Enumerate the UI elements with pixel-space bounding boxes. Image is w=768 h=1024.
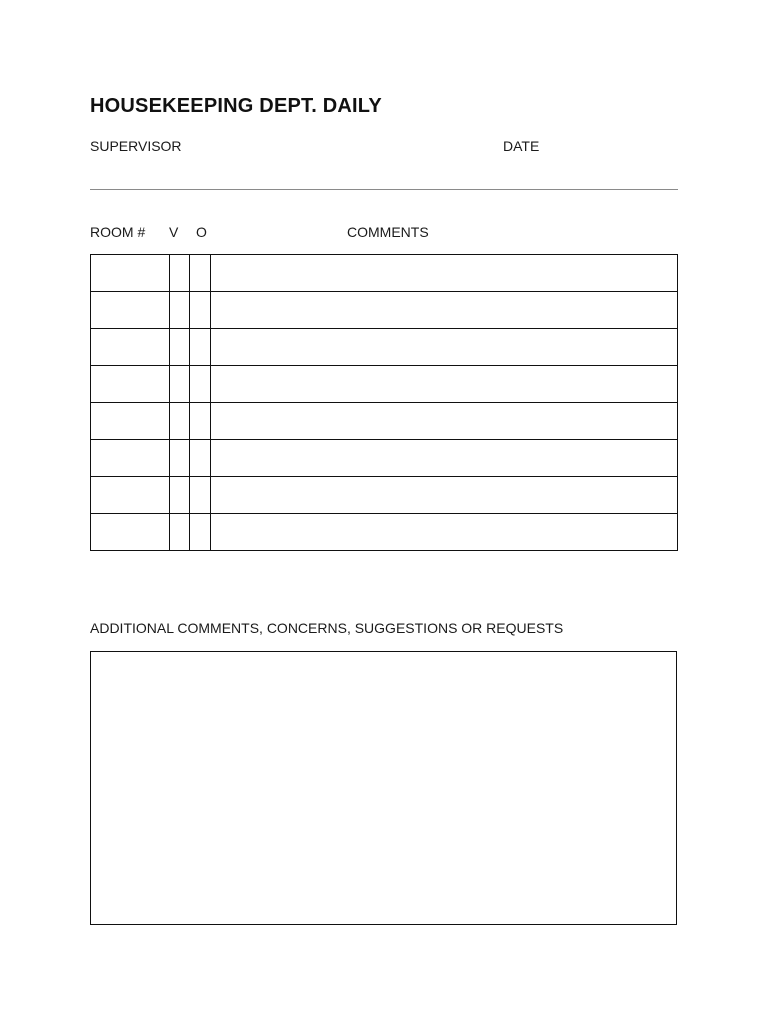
column-header-room: ROOM #: [90, 224, 146, 240]
column-header-comments: COMMENTS: [347, 224, 429, 240]
o-cell[interactable]: [190, 292, 211, 329]
table-row: [91, 514, 678, 551]
v-cell[interactable]: [170, 255, 190, 292]
room-cell[interactable]: [91, 292, 170, 329]
date-label: DATE: [503, 138, 540, 154]
table-row: [91, 292, 678, 329]
supervisor-label: SUPERVISOR: [90, 138, 182, 154]
comments-cell[interactable]: [211, 440, 678, 477]
comments-cell[interactable]: [211, 477, 678, 514]
o-cell[interactable]: [190, 403, 211, 440]
room-cell[interactable]: [91, 477, 170, 514]
v-cell[interactable]: [170, 366, 190, 403]
table-row: [91, 440, 678, 477]
comments-cell[interactable]: [211, 514, 678, 551]
v-cell[interactable]: [170, 477, 190, 514]
comments-cell[interactable]: [211, 329, 678, 366]
additional-comments-label: ADDITIONAL COMMENTS, CONCERNS, SUGGESTIONS OR REQUESTS: [90, 620, 564, 636]
column-header-v: V: [169, 224, 179, 240]
room-cell[interactable]: [91, 329, 170, 366]
table-row: [91, 477, 678, 514]
comments-cell[interactable]: [211, 292, 678, 329]
v-cell[interactable]: [170, 403, 190, 440]
o-cell[interactable]: [190, 440, 211, 477]
table-row: [91, 366, 678, 403]
room-cell[interactable]: [91, 514, 170, 551]
additional-comments-box[interactable]: [90, 651, 677, 925]
comments-cell[interactable]: [211, 403, 678, 440]
o-cell[interactable]: [190, 366, 211, 403]
v-cell[interactable]: [170, 292, 190, 329]
room-cell[interactable]: [91, 440, 170, 477]
v-cell[interactable]: [170, 329, 190, 366]
room-cell[interactable]: [91, 403, 170, 440]
comments-cell[interactable]: [211, 255, 678, 292]
table-row: [91, 403, 678, 440]
room-cell[interactable]: [91, 366, 170, 403]
o-cell[interactable]: [190, 329, 211, 366]
form-title: HOUSEKEEPING DEPT. DAILY: [90, 95, 382, 117]
o-cell[interactable]: [190, 477, 211, 514]
v-cell[interactable]: [170, 440, 190, 477]
column-header-o: O: [196, 224, 207, 240]
table-row: [91, 329, 678, 366]
room-log-table: [90, 254, 678, 551]
v-cell[interactable]: [170, 514, 190, 551]
o-cell[interactable]: [190, 255, 211, 292]
supervisor-date-line[interactable]: [90, 189, 678, 190]
o-cell[interactable]: [190, 514, 211, 551]
table-row: [91, 255, 678, 292]
comments-cell[interactable]: [211, 366, 678, 403]
room-cell[interactable]: [91, 255, 170, 292]
